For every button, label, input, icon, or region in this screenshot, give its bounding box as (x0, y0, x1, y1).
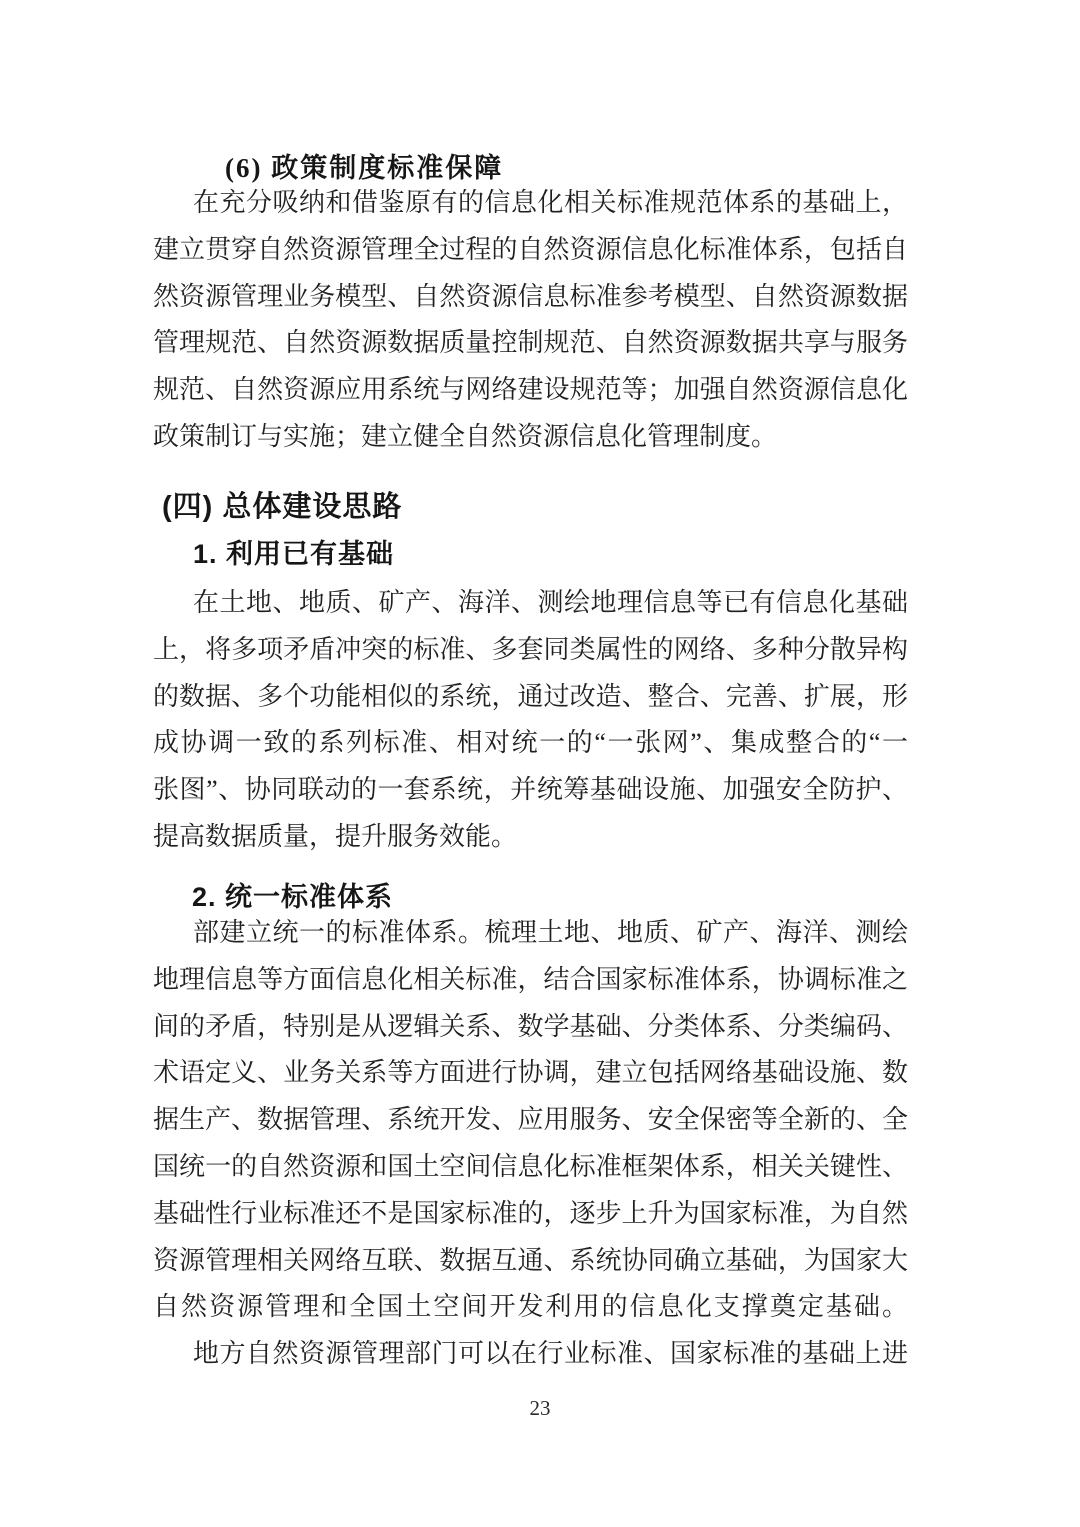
heading-use-existing-basis: 1. 利用已有基础 (193, 539, 395, 569)
text-line: 据生产、数据管理、系统开发、应用服务、安全保密等全新的、全 (153, 1105, 908, 1135)
text-line: 的数据、多个功能相似的系统，通过改造、整合、完善、扩展，形 (153, 681, 908, 711)
text-line: 自然资源管理和全国土空间开发利用的信息化支撑奠定基础。 (153, 1292, 908, 1322)
text-line: 间的矛盾，特别是从逻辑关系、数学基础、分类体系、分类编码、 (153, 1011, 908, 1041)
text-line: 上，将多项矛盾冲突的标准、多套同类属性的网络、多种分散异构 (153, 634, 908, 664)
paragraph-unified-standard-system (153, 910, 908, 1331)
text-line: 张图”、协同联动的一套系统，并统筹基础设施、加强安全防护、 (153, 775, 908, 805)
text-line: 规范、自然资源应用系统与网络建设规范等；加强自然资源信息化 (153, 375, 908, 405)
text-line: 地方自然资源管理部门可以在行业标准、国家标准的基础上进 (193, 1339, 908, 1368)
text-line: 管理规范、自然资源数据质量控制规范、自然资源数据共享与服务 (153, 328, 908, 358)
text-line: 建立贯穿自然资源管理全过程的自然资源信息化标准体系，包括自 (153, 234, 908, 264)
page-number: 23 (529, 1396, 551, 1420)
paragraph-local-departments (153, 1331, 908, 1378)
text-line: 国统一的自然资源和国土空间信息化标准框架体系，相关关键性、 (153, 1151, 908, 1181)
text-line: 提高数据质量，提升服务效能。 (153, 821, 518, 851)
text-line: 然资源管理业务模型、自然资源信息标准参考模型、自然资源数据 (153, 281, 908, 311)
text-line: 政策制订与实施；建立健全自然资源信息化管理制度。 (153, 421, 778, 451)
text-line: 在土地、地质、矿产、海洋、测绘地理信息等已有信息化基础 (193, 588, 908, 617)
heading-overall-approach: (四) 总体建设思路 (162, 491, 403, 523)
text-line: 在充分吸纳和借鉴原有的信息化相关标准规范体系的基础上， (193, 188, 908, 217)
heading-unified-standard-system: 2. 统一标准体系 (192, 882, 394, 912)
text-line: 术语定义、业务关系等方面进行协调，建立包括网络基础设施、数 (153, 1058, 908, 1088)
heading-policy-standards: (6) 政策制度标准保障 (225, 153, 504, 183)
paragraph-use-existing-basis (153, 580, 908, 861)
text-line: 资源管理相关网络互联、数据互通、系统协同确立基础，为国家大 (153, 1245, 908, 1275)
text-line: 部建立统一的标准体系。梳理土地、地质、矿产、海洋、测绘 (193, 918, 908, 947)
text-line: 基础性行业标准还不是国家标准的，逐步上升为国家标准，为自然 (153, 1198, 908, 1228)
paragraph-policy-standards (153, 180, 908, 461)
text-line: 成协调一致的系列标准、相对统一的“一张网”、集成整合的“一 (153, 728, 908, 758)
text-line: 地理信息等方面信息化相关标准，结合国家标准体系，协调标准之 (153, 964, 908, 994)
